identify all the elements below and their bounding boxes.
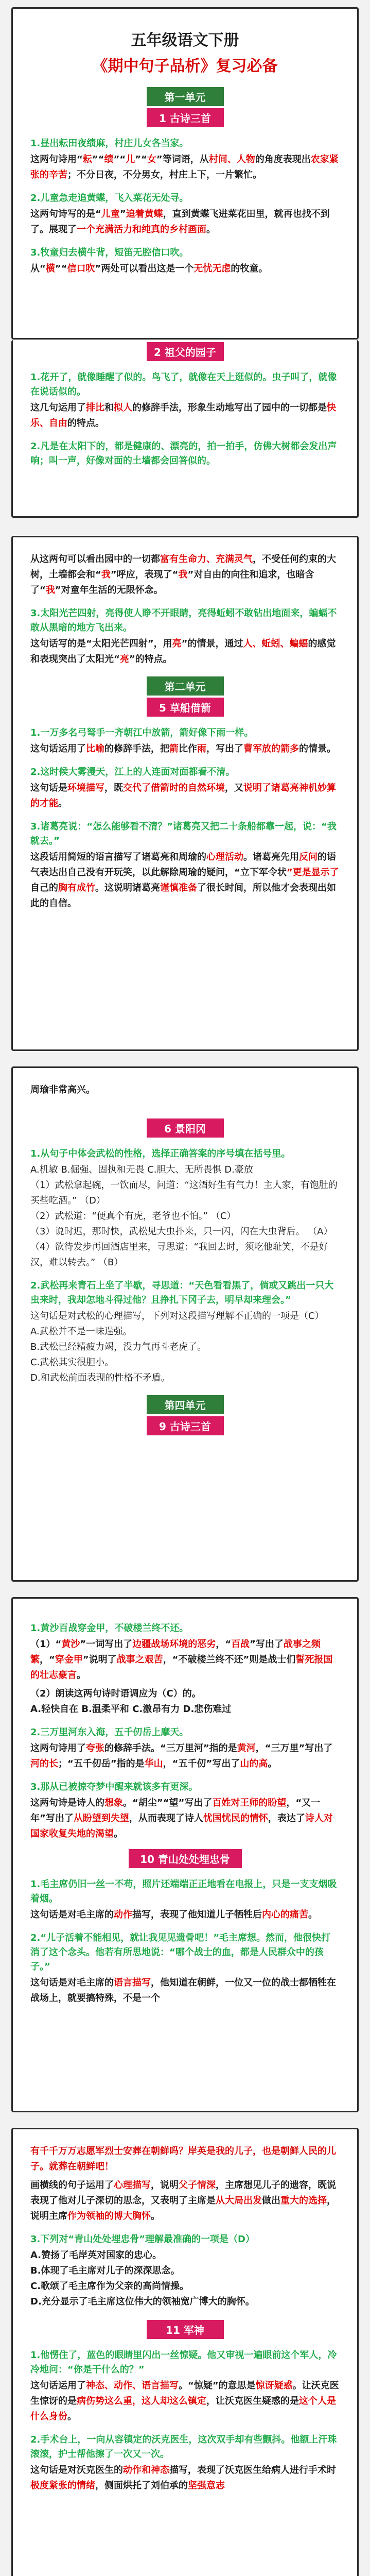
question: 2.三万里河东入海，五千仞岳上摩天。 (30, 1727, 189, 1738)
page-5 (11, 2128, 359, 2576)
page-3 (11, 1066, 359, 1582)
question: 3.牧童归去横牛背，短笛无腔信口吹。 (30, 247, 189, 258)
question: 1.他愣住了，蓝色的眼睛里闪出一丝惊疑。他又审视一遍眼前这个军人，冷冷地问：“你是干什么的？” (30, 2350, 337, 2375)
question: 2.凡是在太阳下的，都是健康的、漂亮的，拍一拍手，仿佛大树都会发出声响；叫一声，好像对面的土墙都会回答似的。 (30, 441, 337, 466)
answer: 这两句诗写的是“儿童”追着黄蝶，直到黄蝶飞进菜花田里，就再也找不到了。展现了一个充满活力和纯真的乡村画面。 (30, 209, 330, 235)
question: 3.诸葛亮说：“怎么能够看不清？”诸葛亮又把二十条船都靠一起，说：“我就去。” (30, 821, 337, 846)
page-1 (11, 7, 359, 340)
sub-question: （4）欲待发步再回酒店里来，寻思道：“我回去时，须吃他耻笑，不是好汉，难以转去。” （B） (30, 1242, 328, 1268)
question: 3.下列对“青山处处埋忠骨”理解最准确的一项是（D） (30, 2234, 255, 2245)
section-tag: 6 景阳冈 (147, 1118, 224, 1138)
answer: （1）“黄沙”一词写出了边疆战场环境的恶劣，“百战”写出了战事之频繁，“穿金甲”说明了战事之艰苦，“不破楼兰终不还”则是战士们誓死报国的壮志豪言。 (30, 1639, 333, 1681)
option: D.充分显示了毛主席这位伟大的领袖宽广博大的胸怀。 (30, 2296, 255, 2307)
question: 2.手术台上，一向从容镇定的沃克医生，这次双手却有些颤抖。他额上汗珠滚滚，护士帮他擦了一次又一次。 (30, 2434, 337, 2460)
question: 1.黄沙百战穿金甲，不破楼兰终不还。 (30, 1623, 189, 1634)
unit-title: 第四单元 (147, 1395, 224, 1414)
page-title: 五年级语文下册 (131, 31, 239, 49)
option: B.体现了毛主席对儿子的深深思念。 (30, 2265, 180, 2276)
paragraph: 有千千万万志愿军烈士安葬在朝鲜吗？岸英是我的儿子，也是朝鲜人民的儿子。就葬在朝鲜吧！ (30, 2146, 336, 2172)
question: 2.“儿子活着不能相见，就让我见见遗骨吧！”毛主席想。然而，他很快打消了这个念头。他若有所思地说：“哪个战士的血，都是人民群众中的孩子。” (30, 1933, 331, 1972)
page-1-continued (11, 340, 359, 518)
sub-question: （2）朗读这两句诗时语调应为（C）的。 (30, 1688, 201, 1699)
section-tag: 2 祖父的园子 (147, 342, 224, 361)
sub-question: （2）武松道：“便真个有虎，老爷也不怕。” （C） (30, 1211, 236, 1222)
page-4 (11, 1597, 359, 2112)
question: 3.太阳光芒四射，亮得使人睁不开眼睛，亮得蚯蚓不敢钻出地面来，蝙蝠不敢从黑暗的地方飞出来。 (30, 608, 337, 633)
option: A.赞扬了毛岸英对国家的忠心。 (30, 2250, 162, 2261)
question: 2.儿童急走追黄蝶，飞入菜花无处寻。 (30, 193, 189, 204)
section-tag: 5 草船借箭 (147, 698, 224, 717)
page-subtitle: 《期中句子品析》复习必备 (92, 57, 278, 75)
section-tag: 10 青山处处埋忠骨 (129, 1849, 242, 1868)
paragraph: 画横线的句子运用了心理描写，说明父子情深，主席想见儿子的遗容，既说表现了他对儿子深切的思念，又表明了主席是从大局出发做出重大的选择，说明主席作为领袖的博大胸怀。 (30, 2180, 336, 2222)
question: 3.那从已被掠夺梦中醒来就该多有更深。 (30, 1782, 198, 1792)
answer: 这两句诗是诗人的想象。“胡尘”“望”写出了百姓对王师的盼望，“又一年”写出了从盼望到失望，从而表现了诗人忧国忧民的情怀，表达了诗人对国家收复失地的渴望。 (30, 1798, 333, 1839)
page-2 (11, 536, 359, 1051)
unit-title: 第二单元 (147, 676, 224, 696)
question: 1.毛主席仍旧一丝一不苟，照片还端端正正地看在电报上，只是一支支烟吸着烟。 (30, 1879, 337, 1904)
option: D.和武松前面表现的性格不矛盾。 (30, 1372, 170, 1383)
answer: 这句话是对毛主席的动作描写，表现了他知道儿子牺牲后内心的痛苦。 (30, 1909, 318, 1920)
answer: 这句话运用了比喻的修辞手法，把箭比作雨，写出了曹军放的箭多的情景。 (30, 743, 336, 754)
option: A.武松并不是一味逞强。 (30, 1326, 132, 1337)
answer: 这段话用简短的语言描写了诸葛亮和周瑜的心理活动。诸葛亮先用反问的语气表达出自己没有开玩笑，以此解除周瑜的疑问，“立下军令状”更是显示了自己的胸有成竹。这说明诸葛亮谨慎准备了很长时间，所以他才会表现出如此的自信。 (30, 852, 339, 909)
question: 1.从句子中体会武松的性格，选择正确答案的序号填在括号里。 (30, 1148, 291, 1159)
answer: 这句话是对沃克医生的动作和神态描写，表现了沃克医生给病人进行手术时极度紧张的情绪，侧面烘托了刘伯承的坚强意志 (30, 2465, 336, 2491)
option: C.歌颂了毛主席作为父亲的高尚情操。 (30, 2281, 189, 2292)
answer: 这句话是环境描写，既交代了借箭时的自然环境，又说明了诸葛亮神机妙算的才能。 (30, 783, 336, 809)
sub-question: 这句话是对武松的心理描写，下列对这段描写理解不正确的一项是（C） (30, 1311, 324, 1321)
answer: 这两句诗用“耘”“绩”“儿”“女”等词语，从村间、人物的角度表现出农家紧张的辛苦；不分日夜，不分男女，村庄上下，一片繁忙。 (30, 154, 339, 180)
option: B.武松已经精疲力竭，没力气再斗老虎了。 (30, 1342, 207, 1352)
unit-title: 第一单元 (147, 87, 224, 106)
option: C.武松其实很胆小。 (30, 1357, 114, 1368)
answer: 这句话是对毛主席的语言描写，他知道在朝鲜，一位又一位的战士都牺牲在战场上，就要搞特殊，不是一个 (30, 1977, 336, 2004)
answer: 这句话运用了神态、动作、语言描写。“惊疑”的意思是惊讶疑惑。让沃克医生惊讶的是病伤势这么重，这人却这么镇定，让沃克医生疑惑的是这个人是什么身份。 (30, 2380, 339, 2422)
question: 1.一万多名弓弩手一齐朝江中放箭，箭好像下雨一样。 (30, 727, 254, 738)
section-tag: 11 军神 (147, 2320, 224, 2339)
paragraph: 从这两句可以看出园中的一切都富有生命力、充满灵气，不受任何约束的大树，土墙都会和“我”呼应，表现了“我”对自由的向往和追求，也暗含了“我”对童年生活的无限怀念。 (30, 554, 336, 596)
answer: 这句话写的是“太阳光芒四射”，用亮”的情景，通过人、蚯蚓、蝙蝠的感觉和表现突出了太阳光“亮”的特点。 (30, 638, 336, 665)
answer: 这几句运用了排比和拟人的修辞手法，形象生动地写出了园中的一切都是快乐、自由的特点。 (30, 402, 336, 429)
choice-list: A.轻快自在 B.温柔平和 C.激昂有力 D.悲伤难过 (30, 1704, 232, 1715)
section-tag: 9 古诗三首 (147, 1416, 224, 1435)
question: 1.昼出耘田夜绩麻，村庄儿女各当家。 (30, 138, 189, 149)
choice-list: A.机敏 B.倔强、固执和无畏 C.胆大、无所畏惧 D.豪放 (30, 1164, 253, 1175)
section-tag: 1 古诗三首 (147, 108, 224, 127)
answer: 从“横”“信口吹”两处可以看出这是一个无忧无虑的牧童。 (30, 263, 268, 274)
lead-text: 周瑜非常高兴。 (30, 1084, 95, 1095)
question: 1.花开了，就像睡醒了似的。鸟飞了，就像在天上逛似的。虫子叫了，就像在说话似的。 (30, 372, 337, 397)
sub-question: （1）武松拿起碗，一饮而尽，问道：“这酒好生有气力！主人家，有饱肚的买些吃酒。” （D） (30, 1180, 338, 1206)
answer: 这两句诗用了夸张的修辞手法。“三万里河”指的是黄河，“三万里”写出了河的长；“五千仞岳”指的是华山，“五千仞”写出了山的高。 (30, 1743, 333, 1769)
sub-question: （3）说时迟，那时快，武松见大虫扑来，只一闪，闪在大虫背后。 （A） (30, 1226, 333, 1237)
question: 2.这时候大雾漫天，江上的人连面对面都看不清。 (30, 767, 235, 777)
question: 2.武松再来青石上坐了半歇，寻思道：“天色看看黑了，倘或又跳出一只大虫来时，我却怎地斗得过他？且挣扎下冈子去，明早却来理会。” (30, 1280, 334, 1306)
